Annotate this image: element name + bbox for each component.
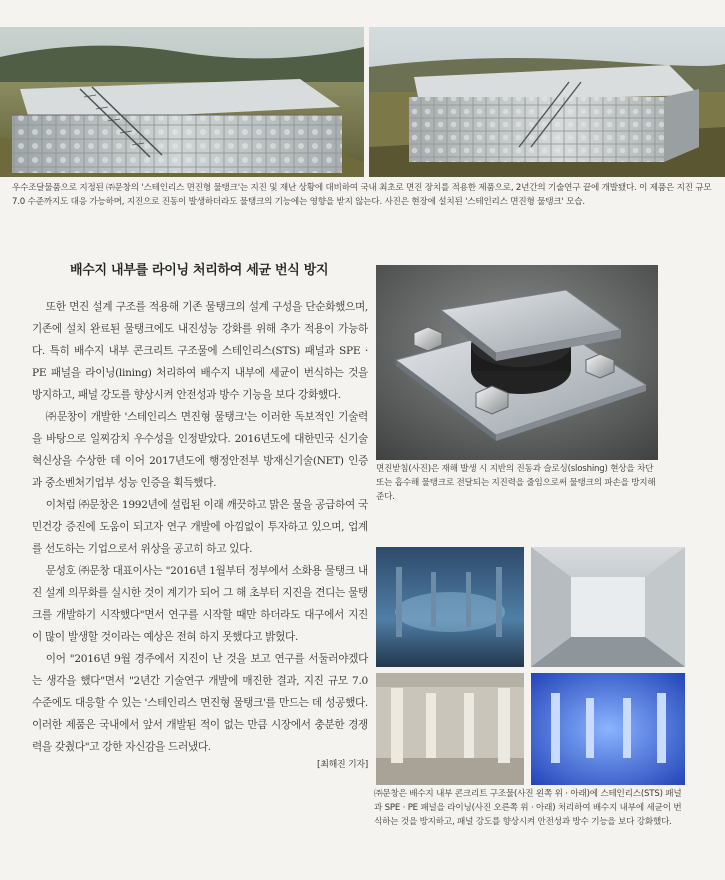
body-paragraph: 이어 "2016년 9월 경주에서 지진이 난 것을 보고 연구를 서둘러야겠다는 생각을 했다"면서 "2년간 기술연구 개발에 매진한 결과, 지진 규모 7.0 수준에도 대응할 수 있는 '스테인리스 면진형 물탱크'를 만드는 데 성공했다. 이러한 제품은 국내에서 앞서 개발된 적이 없는 만큼 시장에서 충분한 경쟁력을 갖췄다"고 강한 자신감을 드러냈다. <box>32 653 368 753</box>
interior-photo-concrete-bottom <box>376 673 524 785</box>
isolation-bearing-photo <box>376 265 658 460</box>
tank-photo-left <box>0 27 364 177</box>
interior-photo-lined-bottom <box>531 673 685 785</box>
body-paragraph: ㈜문창이 개발한 '스테인리스 면진형 물탱크'는 이러한 독보적인 기술력을 바탕으로 일찌감치 우수성을 인정받았다. 2016년도에 대한민국 신기술혁신상을 수상한 데 이어 2017년도에 행정안전부 방재신기술(NET) 인증과 중소벤처기업부 성능 인증을 획득했다. <box>32 411 368 489</box>
interior-photo-concrete-top <box>376 547 524 667</box>
interior-photo-lined-top <box>531 547 685 667</box>
body-paragraph: 문성호 ㈜문창 대표이사는 "2016년 1월부터 정부에서 소화용 물탱크 내진 설계 의무화를 실시한 것이 계기가 되어 그 해 초부터 지진을 견디는 물탱크를 개발하기 시작했다"면서 연구를 시작할 때만 하더라도 대구에서 지진이 많이 발생할 것이라는 예상은 전혀 하지 못했다고 밝혔다. <box>32 565 368 643</box>
bearing-photo-caption: 면진받침(사진)은 재해 발생 시 지반의 진동과 슬로싱(sloshing) 현상을 차단 또는 흡수해 물탱크로 전달되는 지진력을 줄임으로써 물탱크의 파손을 방지해 준다. <box>376 464 656 502</box>
interior-photos-caption: ㈜문창은 배수지 내부 콘크리트 구조물(사진 왼쪽 위 · 아래)에 스테인리스(STS) 패널과 SPE · PE 패널을 라이닝(사진 오른쪽 위 · 아래) 처리하여 배수지 내부에 세균이 번식하는 것을 방지하고, 패널 강도를 향상시켜 안전성과 방수 기능을 보다 강화했다. <box>374 789 682 827</box>
body-paragraph: 이처럼 ㈜문창은 1992년에 설립된 이래 깨끗하고 맑은 물을 공급하여 국민건강 증진에 도움이 되고자 연구 개발에 아낌없이 투자하고 있으며, 업계를 선도하는 기업으로서 위상을 공고히 하고 있다. <box>32 499 368 555</box>
body-paragraph: 또한 면진 설계 구조를 적용해 기존 물탱크의 설계 구성을 단순화했으며, 기존에 설치 완료된 물탱크에도 내진성능 강화를 위해 추가 적용이 가능하다. 특히 배수지 내부 콘크리트 구조물에 스테인리스(STS) 패널과 SPE · PE 패널을 라이닝(lining) 처리하여 배수지 내부에 세균이 번식하는 것을 방지하고, 패널 강도를 향상시켜 안전성과 방수 기능을 보다 강화했다. <box>32 301 368 401</box>
top-photo-caption: 우수조달물품으로 지정된 ㈜문창의 '스테인리스 면진형 물탱크'는 지진 및 재난 상황에 대비하여 국내 최초로 면진 장치를 적용한 제품으로, 2년간의 기술연구 끝에 개발됐다. 이 제품은 지진 규모 7.0 수준까지도 대응 가능하며, 지진으로 진동이 발생하더라도 물탱크의 기능에는 영향을 받지 않는다. 사진은 현장에 설치된 '스테인리스 면진형 물탱크' 모습. <box>12 183 712 207</box>
tank-photo-right <box>369 27 725 177</box>
byline: [최해진 기자] <box>317 760 368 770</box>
article-body <box>32 296 368 776</box>
section-headline: 배수지 내부를 라이닝 처리하여 세균 번식 방지 <box>70 263 329 278</box>
